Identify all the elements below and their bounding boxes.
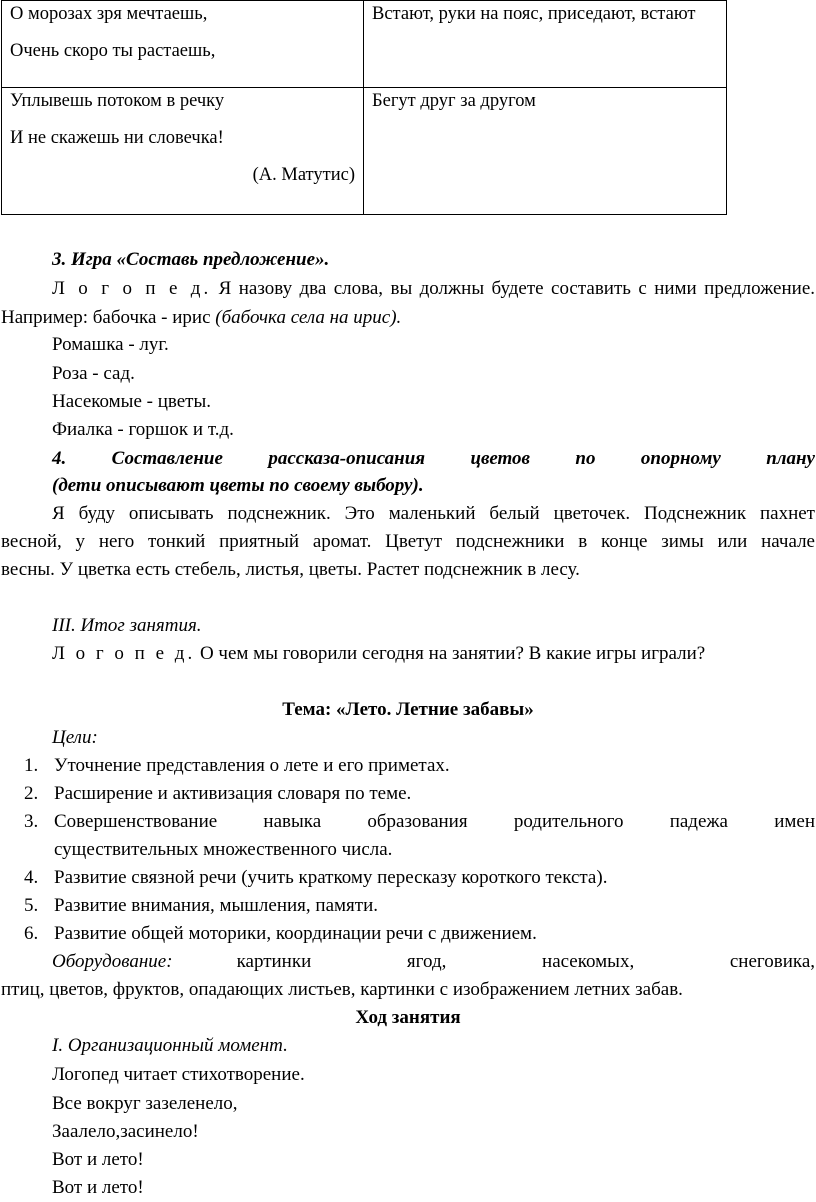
table-cell bbox=[364, 1, 727, 88]
list-item: Расширение и активизация словаря по теме. bbox=[54, 783, 412, 804]
speaker-label: Л о г о п е д. bbox=[52, 643, 196, 664]
poem-line: Очень скоро ты растаешь, bbox=[10, 41, 216, 61]
poem-line: Все вокруг зазеленело, bbox=[52, 1093, 238, 1114]
list-item: Развитие связной речи (учить краткому пересказу короткого текста). bbox=[54, 867, 608, 888]
equipment-text: картинки ягод, насекомых, снеговика, bbox=[236, 951, 815, 972]
poem-line: Вот и лето! bbox=[52, 1177, 144, 1198]
equipment-line bbox=[52, 950, 815, 974]
course-title: Ход занятия bbox=[355, 1007, 461, 1028]
paragraph-text: Например: бабочка - ирис bbox=[1, 307, 216, 328]
goals-label: Цели: bbox=[52, 727, 98, 748]
paragraph-line: весной, у него тонкий приятный аромат. Цветут подснежники в конце зимы или начале bbox=[1, 531, 815, 552]
equipment-text-cont: птиц, цветов, фруктов, опадающих листьев, картинки с изображением летних забав. bbox=[1, 979, 683, 1000]
paragraph-line: Я буду описывать подснежник. Это маленький белый цветочек. Подснежник пахнет bbox=[52, 503, 815, 524]
section-heading: 4. Составление рассказа-описания цветов по опорному плану bbox=[52, 448, 815, 469]
list-item: Уточнение представления о лете и его приметах. bbox=[54, 755, 450, 776]
speaker-label: Л о г о п е д. bbox=[52, 278, 212, 299]
exercise-table bbox=[1, 0, 727, 215]
example-text: (бабочка села на ирис). bbox=[215, 307, 402, 328]
poem-line: О морозах зря мечтаешь, bbox=[10, 4, 208, 24]
section-heading-cont: (дети описывают цветы по своему выбору). bbox=[52, 475, 424, 496]
table-row bbox=[2, 88, 727, 215]
list-number: 6. bbox=[24, 923, 39, 944]
movement-text: Бегут друг за другом bbox=[372, 91, 536, 111]
list-number: 3. bbox=[24, 811, 39, 832]
movement-text: Встают, руки на пояс, приседают, встают bbox=[372, 4, 696, 24]
section-heading: I. Организационный момент. bbox=[52, 1035, 288, 1056]
table-row bbox=[2, 1, 727, 88]
poem-line: И не скажешь ни словечка! bbox=[10, 128, 224, 148]
poem-line: Заалело,засинело! bbox=[52, 1121, 199, 1142]
word-pair: Насекомые - цветы. bbox=[52, 391, 211, 412]
table-cell bbox=[364, 88, 727, 215]
paragraph-text: Я назову два слова, вы должны будете составить с ними предложение. bbox=[211, 278, 816, 299]
word-pair: Ромашка - луг. bbox=[52, 334, 169, 355]
list-item: Развитие общей моторики, координации речи с движением. bbox=[54, 923, 537, 944]
word-pair: Роза - сад. bbox=[52, 363, 135, 384]
list-item: Развитие внимания, мышления, памяти. bbox=[54, 895, 379, 916]
table-cell bbox=[2, 88, 364, 215]
topic-title: Тема: «Лето. Летние забавы» bbox=[282, 699, 534, 720]
paragraph-line bbox=[1, 306, 401, 330]
section-heading: III. Итог занятия. bbox=[52, 615, 202, 636]
list-item-cont: существительных множественного числа. bbox=[54, 839, 393, 860]
poem-line: Уплывешь потоком в речку bbox=[10, 91, 225, 111]
list-number: 4. bbox=[24, 867, 39, 888]
table-cell bbox=[2, 1, 364, 88]
poem-line: Логопед читает стихотворение. bbox=[52, 1064, 305, 1085]
list-number: 5. bbox=[24, 895, 39, 916]
poem-line: Вот и лето! bbox=[52, 1149, 144, 1170]
paragraph-text: О чем мы говорили сегодня на занятии? В какие игры играли? bbox=[195, 643, 706, 664]
list-item: Совершенствование навыка образования родительного падежа имен bbox=[54, 811, 815, 832]
section-heading: 3. Игра «Составь предложение». bbox=[52, 249, 330, 270]
paragraph-line: весны. У цветка есть стебель, листья, цветы. Растет подснежник в лесу. bbox=[1, 559, 580, 580]
paragraph-line bbox=[52, 642, 705, 666]
word-pair: Фиалка - горшок и т.д. bbox=[52, 419, 234, 440]
poem-author: (А. Матутис) bbox=[252, 165, 355, 185]
list-number: 1. bbox=[24, 755, 39, 776]
equipment-label: Оборудование: bbox=[52, 951, 173, 972]
list-number: 2. bbox=[24, 783, 39, 804]
paragraph-line bbox=[52, 277, 815, 301]
